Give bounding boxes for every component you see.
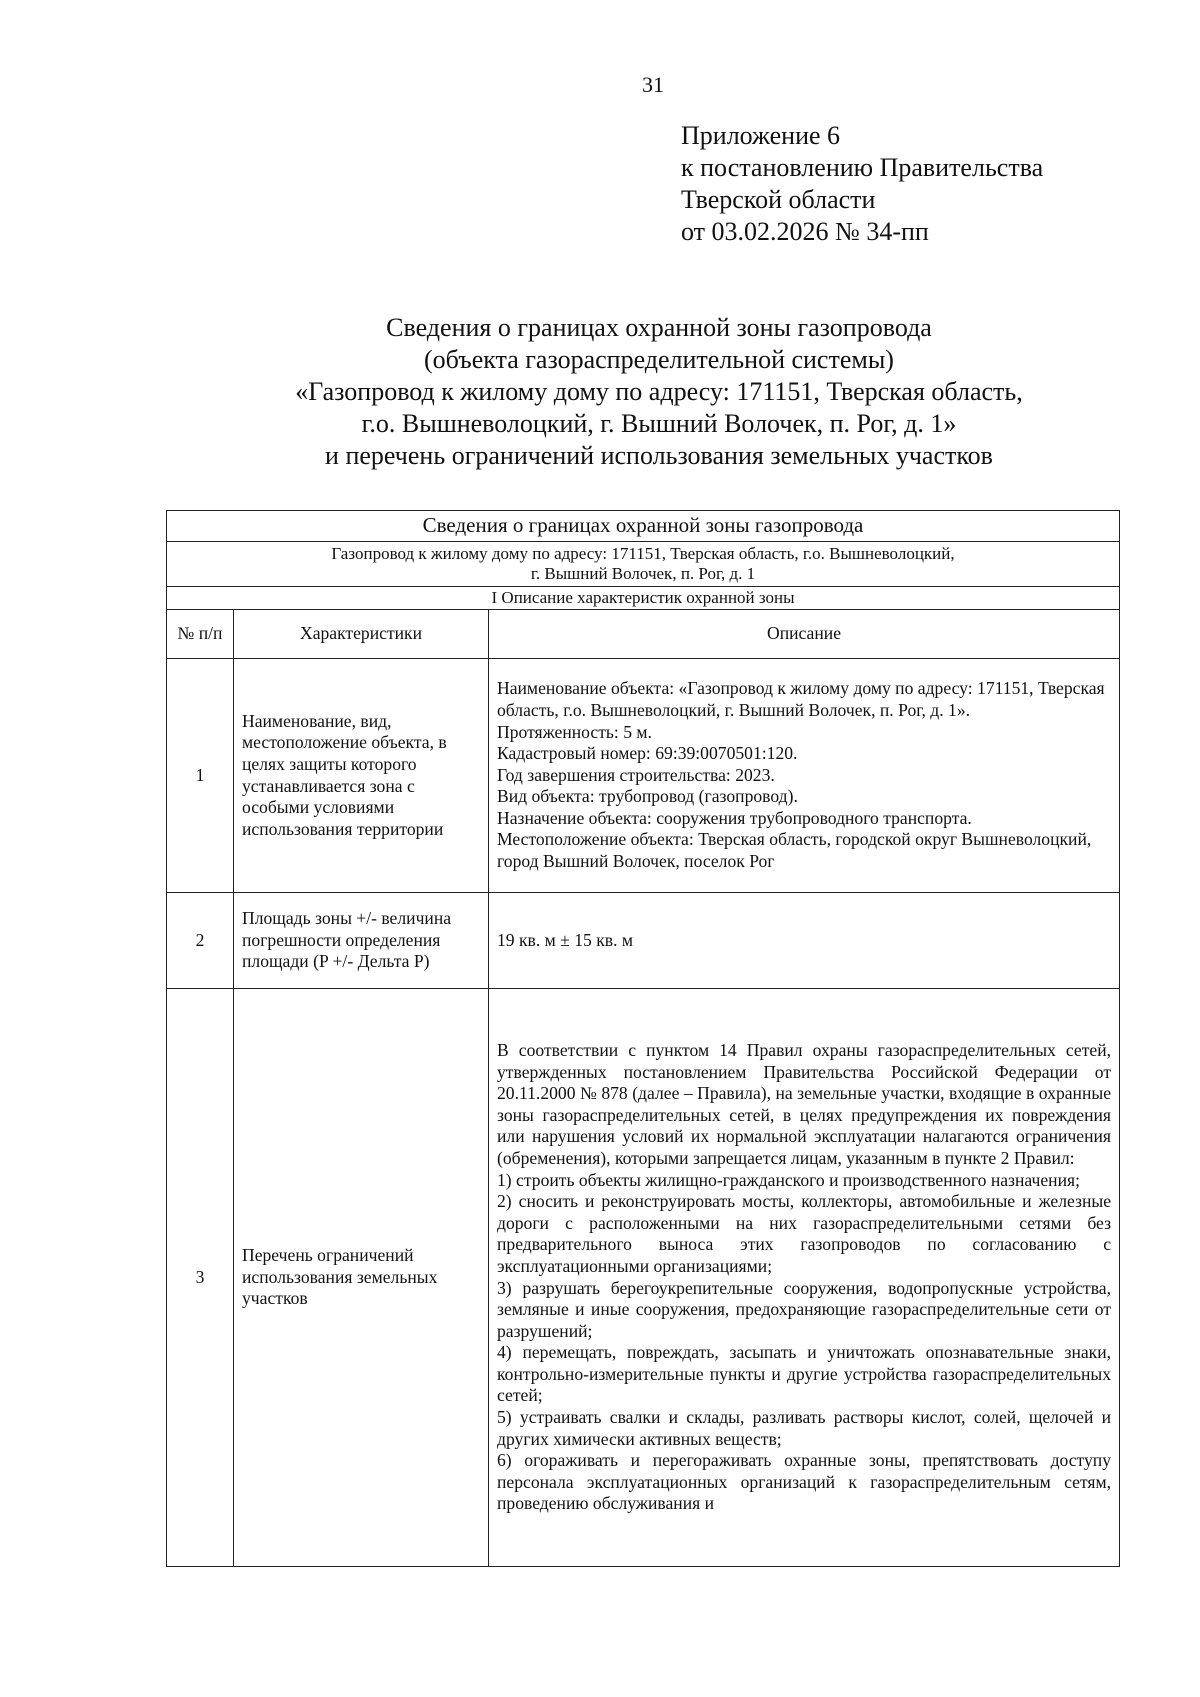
row-number: 2 [167, 893, 234, 989]
description-paragraph: Кадастровый номер: 69:39:0070501:120. [497, 743, 798, 764]
object-header-line: г. Вышний Волочек, п. Рог, д. 1 [530, 564, 756, 583]
row-characteristic: Площадь зоны +/- величина погрешности определения площади (P +/- Дельта P) [234, 893, 489, 989]
section-title: I Описание характеристик охранной зоны [167, 587, 1120, 610]
description-paragraph: Вид объекта: трубопровод (газопровод). [497, 786, 798, 807]
column-header-characteristics: Характеристики [234, 610, 489, 659]
appendix-line: от 03.02.2026 № 34-пп [681, 217, 929, 246]
table-row [167, 659, 1120, 893]
description-paragraph: Протяженность: 5 м. [497, 721, 652, 742]
table-object-header [167, 542, 1120, 587]
description-paragraph: Год завершения строительства: 2023. [497, 764, 775, 785]
row-number: 3 [167, 989, 234, 1567]
object-header-line: Газопровод к жилому дому по адресу: 171151, Тверская область, г.о. Вышневолоцкий, [331, 544, 955, 563]
description-paragraph: 1) строить объекты жилищно-гражданского и производственного назначения; [497, 1169, 1080, 1190]
column-header-description: Описание [489, 610, 1120, 659]
description-paragraph: 3) разрушать берегоукрепительные сооружения, водопропускные устройства, земляные и иные сооружения, предохраняющие газораспределительные сети от разрушений; [497, 1277, 1112, 1341]
row-number: 1 [167, 659, 234, 893]
title-line: Сведения о границах охранной зоны газопровода [386, 313, 932, 342]
description-paragraph: Наименование объекта: «Газопровод к жилому дому по адресу: 171151, Тверская область, г.о. Вышневолоцкий, г. Вышний Волочек, п. Рог, д. 1». [497, 678, 1105, 720]
description-paragraph: 2) сносить и реконструировать мосты, коллекторы, автомобильные и железные дороги с расположенными на них газораспределительными сетями без предварительного выноса этих газопроводов по согласованию с эксплуатационными организациями; [497, 1191, 1112, 1276]
page-number: 31 [642, 72, 664, 97]
table-main-header: Сведения о границах охранной зоны газопровода [167, 511, 1120, 542]
description-paragraph: 5) устраивать свалки и склады, разливать растворы кислот, солей, щелочей и других химически активных веществ; [497, 1407, 1112, 1449]
description-paragraph: Местоположение объекта: Тверская область, городской округ Вышневолоцкий, город Вышний Волочек, поселок Рог [497, 829, 1092, 872]
description-paragraph: В соответствии с пунктом 14 Правил охраны газораспределительных сетей, утвержденных постановлением Правительства Российской Федерации от 20.11.2000 № 878 (далее – Правила), на земельные участки, входящие в охранные зоны газораспределительных сетей, в целях предупреждения их повреждения или нарушения условий их нормальной эксплуатации налагаются ограничения (обременения), которыми запрещается лицам, указанным в пункте 2 Правил: [497, 1039, 1112, 1168]
column-header-number: № п/п [167, 610, 234, 659]
row-description [489, 989, 1120, 1567]
row-description [489, 659, 1120, 893]
table-row [167, 893, 1120, 989]
appendix-line: Тверской области [681, 185, 876, 214]
title-line: (объекта газораспределительной системы) [424, 345, 894, 374]
title-line: и перечень ограничений использования земельных участков [325, 441, 993, 470]
table-row [167, 989, 1120, 1567]
zone-info-table [166, 510, 1120, 1567]
appendix-line: к постановлению Правительства [681, 153, 1044, 182]
row-description [489, 893, 1120, 989]
title-line: «Газопровод к жилому дому по адресу: 171151, Тверская область, [295, 377, 1023, 406]
description-paragraph: 4) перемещать, повреждать, засыпать и уничтожать опознавательные знаки, контрольно-измерительные пункты и другие устройства газораспределительных сетей; [497, 1342, 1112, 1406]
description-paragraph: 6) огораживать и перегораживать охранные зоны, препятствовать доступу персонала эксплуатационных организаций к газораспределительным сетям, проведению обслуживания и [497, 1450, 1112, 1514]
appendix-line: Приложение 6 [681, 121, 841, 150]
document-title [0, 312, 1200, 472]
appendix-block [681, 120, 1043, 248]
description-paragraph: Назначение объекта: сооружения трубопроводного транспорта. [497, 807, 972, 828]
row-characteristic: Перечень ограничений использования земельных участков [234, 989, 489, 1567]
row-characteristic: Наименование, вид, местоположение объекта, в целях защиты которого устанавливается зона с особыми условиями использования территории [234, 659, 489, 893]
title-line: г.о. Вышневолоцкий, г. Вышний Волочек, п. Рог, д. 1» [361, 409, 957, 438]
description-paragraph: 19 кв. м ± 15 кв. м [497, 929, 634, 950]
